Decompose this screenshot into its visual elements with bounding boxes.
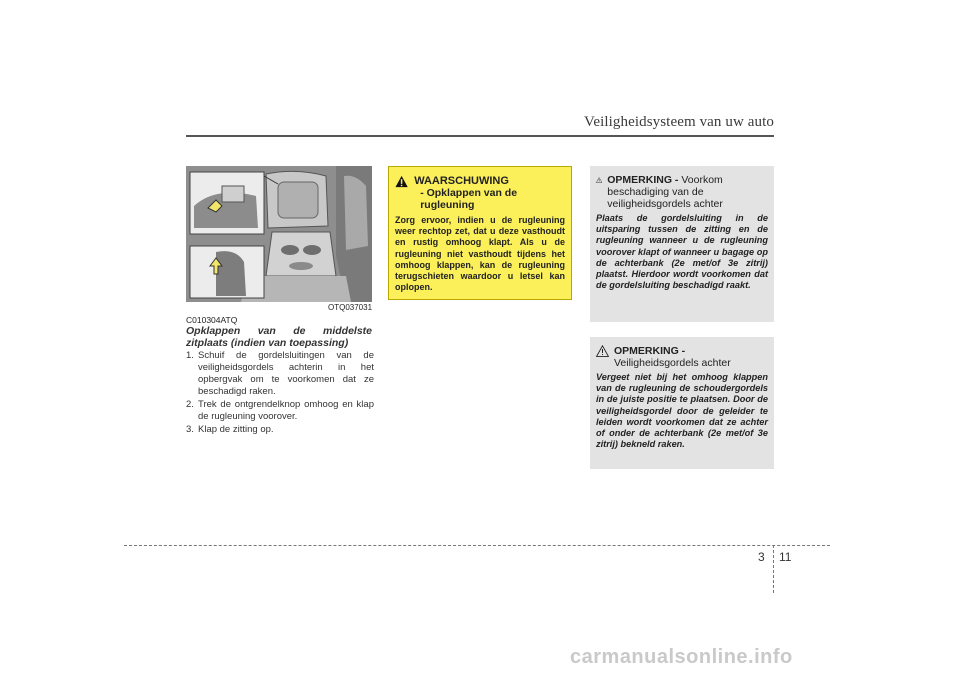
list-item	[186, 350, 374, 398]
list-item	[186, 399, 374, 423]
footer-divider	[124, 545, 830, 546]
figure-code: OTQ037031	[328, 303, 373, 312]
note-body: Vergeet niet bij het omhoog klappen van de rugleuning de schoudergordels in de juiste positie te plaatsen. Door de veiligheidsgordel door de geleider te leiden wordt voorkomen dat ze achter of onder de achterbank (2e met/of 3e zitrij) bekneld raken.	[596, 372, 768, 450]
section-code: C010304ATQ	[186, 315, 238, 325]
step-number: 2.	[186, 399, 194, 410]
warning-body: Zorg ervoor, indien u de rugleuning weer rechtop zet, dat u deze vasthoudt en rustig omhoog klapt. Als u de rugleuning niet vasthoudt tijdens het omhoog klappen, kan de rugleuning terugschieten waardoor u letsel kan oplopen.	[395, 215, 565, 293]
note-subtitle: Voorkom beschadiging van de veiligheidsgordels achter	[607, 174, 723, 210]
instruction-steps	[186, 350, 374, 437]
step-text: Klap de zitting op.	[198, 424, 274, 435]
note-header	[596, 345, 768, 369]
note-body: Plaats de gordelsluiting in de uitsparing tussen de zitting en de rugleuning wanneer u de rugleuning voorover klapt of wanneer u bagage op de achterbank (2e met/of 3e zitrij) plaatst. Hierdoor wordt voorkomen dat de gordelsluiting beschadigd raakt.	[596, 213, 768, 291]
seat-illustration-svg	[186, 166, 372, 302]
page-section-number: 3	[758, 550, 765, 564]
page-number: 11	[779, 550, 792, 564]
footer-vertical-divider	[773, 545, 774, 593]
seat-illustration	[186, 166, 372, 302]
step-number: 1.	[186, 350, 194, 361]
header-divider	[186, 135, 774, 137]
warning-title: WAARSCHUWING	[414, 175, 509, 187]
warning-triangle-icon	[395, 175, 408, 188]
note-label: OPMERKING -	[614, 345, 686, 357]
warning-box	[388, 166, 572, 300]
watermark: carmanualsonline.info	[570, 646, 793, 668]
note-header	[596, 174, 768, 210]
list-item	[186, 424, 374, 436]
caution-triangle-icon	[596, 345, 609, 357]
page-header-title: Veiligheidsysteem van uw auto	[584, 114, 774, 130]
note-box-belt-damage	[590, 166, 774, 322]
note-box-rear-belts	[590, 337, 774, 469]
step-text: Trek de ontgrendelknop omhoog en klap de rugleuning voorover.	[198, 399, 374, 422]
warning-subtitle: - Opklappen van de rugleuning	[420, 187, 518, 211]
section-title: Opklappen van de middelste zitplaats (indien van toepassing)	[186, 325, 372, 349]
note-label: OPMERKING -	[607, 174, 679, 186]
step-number: 3.	[186, 424, 194, 435]
note-subtitle: Veiligheidsgordels achter	[614, 357, 731, 369]
step-text: Schuif de gordelsluitingen van de veiligheidsgordels achterin in het opbergvak om te voorkomen dat ze beschadigd raken.	[198, 350, 374, 397]
warning-header	[395, 175, 565, 211]
caution-triangle-icon	[596, 174, 602, 186]
